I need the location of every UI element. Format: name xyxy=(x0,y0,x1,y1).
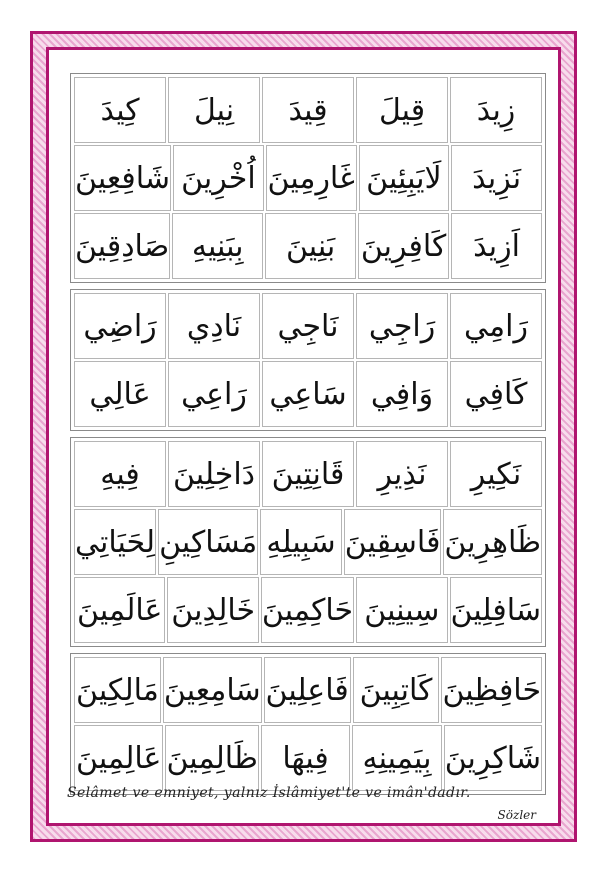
word-cell: رَامِي xyxy=(450,293,542,359)
word-cell: نَادِي xyxy=(168,293,260,359)
footer-source: Sözler xyxy=(497,808,536,822)
decorative-frame xyxy=(30,31,577,842)
word-row xyxy=(73,440,543,508)
word-row xyxy=(73,724,543,792)
word-row xyxy=(73,508,543,576)
word-cell: دَاخِلِينَ xyxy=(168,441,260,507)
word-cell: شَافِعِينَ xyxy=(74,145,171,211)
word-cell: كَاتِبِينَ xyxy=(353,657,440,723)
word-cell: لِحَيَاتِي xyxy=(74,509,156,575)
word-cell: قِيدَ xyxy=(262,77,354,143)
word-cell: نَذِيرِ xyxy=(356,441,448,507)
word-cell: فَاعِلِينَ xyxy=(264,657,351,723)
word-cell: كِيدَ xyxy=(74,77,166,143)
word-row xyxy=(73,656,543,724)
word-cell: فِيهَا xyxy=(261,725,350,791)
word-cell: خَالِدِينَ xyxy=(167,577,258,643)
word-cell: سَامِعِينَ xyxy=(163,657,262,723)
word-group-2 xyxy=(70,289,546,431)
word-row xyxy=(73,76,543,144)
word-cell: حَافِظِينَ xyxy=(441,657,542,723)
word-cell: فِيهِ xyxy=(74,441,166,507)
word-cell: زِيدَ xyxy=(450,77,542,143)
word-grid xyxy=(70,73,546,801)
word-cell: عَالِمِينَ xyxy=(74,725,163,791)
word-cell: رَاجِي xyxy=(356,293,448,359)
word-group-4 xyxy=(70,653,546,795)
word-group-1 xyxy=(70,73,546,283)
word-cell: رَاعِي xyxy=(168,361,260,427)
word-cell: حَاكِمِينَ xyxy=(261,577,354,643)
word-cell: سَافِلِينَ xyxy=(450,577,542,643)
word-cell: مَسَاكِينِ xyxy=(158,509,258,575)
word-cell: ظَاهِرِينَ xyxy=(443,509,542,575)
word-cell: لَايَبِئِينَ xyxy=(359,145,450,211)
word-cell: نَزِيدَ xyxy=(451,145,542,211)
word-cell: عَالَمِينَ xyxy=(74,577,165,643)
word-cell: ظَالِمِينَ xyxy=(165,725,258,791)
word-cell: عَالِي xyxy=(74,361,166,427)
word-cell: فَاسِقِينَ xyxy=(344,509,442,575)
word-cell: كَافِي xyxy=(450,361,542,427)
word-cell: نِيلَ xyxy=(168,77,260,143)
word-cell: اَزِيدَ xyxy=(451,213,542,279)
word-cell: قِيلَ xyxy=(356,77,448,143)
word-row xyxy=(73,144,543,212)
word-cell: سَاعِي xyxy=(262,361,354,427)
word-cell: قَانِتِينَ xyxy=(262,441,354,507)
word-cell: وَافِي xyxy=(356,361,448,427)
word-cell: نَكِيرِ xyxy=(450,441,542,507)
word-cell: سَبِيلِهِ xyxy=(260,509,342,575)
word-cell: غَارِمِينَ xyxy=(266,145,357,211)
word-cell: نَاجِي xyxy=(262,293,354,359)
word-cell: سِينِينَ xyxy=(356,577,447,643)
page-content xyxy=(46,47,561,826)
footer-quote: Selâmet ve emniyet, yalnız İslâmiyet'te ve imân'dadır. xyxy=(67,785,471,801)
word-cell: بِيَمِينِهِ xyxy=(352,725,441,791)
word-cell: شَاكِرِينَ xyxy=(444,725,542,791)
word-row xyxy=(73,292,543,360)
word-cell: صَادِقِينَ xyxy=(74,213,170,279)
word-cell: مَالِكِينَ xyxy=(74,657,161,723)
word-cell: رَاضِي xyxy=(74,293,166,359)
word-cell: اُخْرِينَ xyxy=(173,145,264,211)
word-cell: كَافِرِينَ xyxy=(358,213,449,279)
word-row xyxy=(73,576,543,644)
word-row xyxy=(73,360,543,428)
word-group-3 xyxy=(70,437,546,647)
word-cell: بِبَنِيهِ xyxy=(172,213,263,279)
word-cell: بَنِينَ xyxy=(265,213,356,279)
word-row xyxy=(73,212,543,280)
